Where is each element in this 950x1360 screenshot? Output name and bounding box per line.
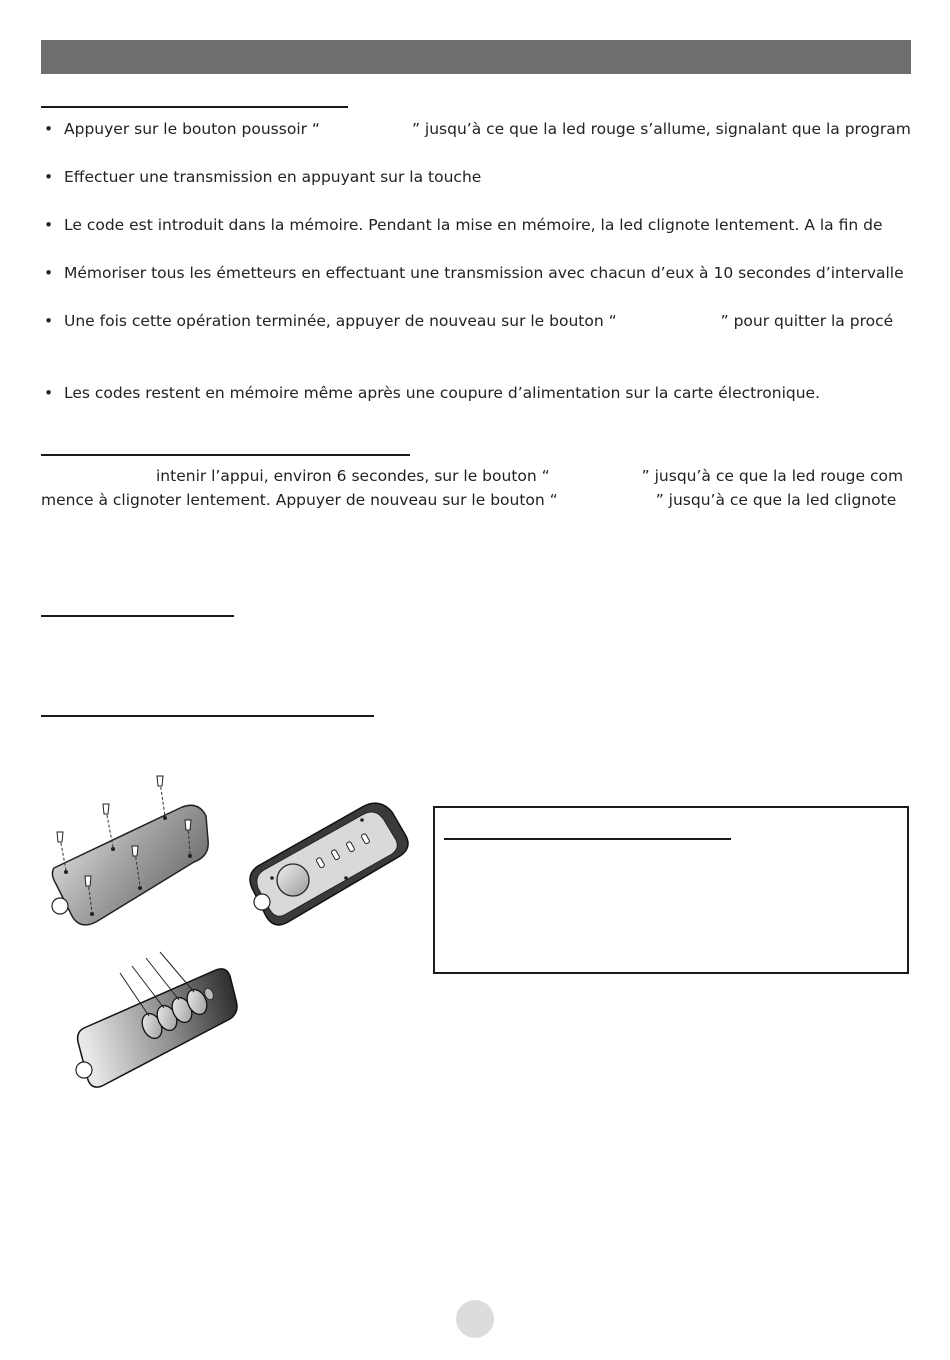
- list-item: • Appuyer sur le bouton poussoir “ ” jusqu’à ce que la led rouge s’allume, signalant que la program: [44, 120, 911, 138]
- remote-four-buttons-icon: [76, 952, 237, 1087]
- section-programming-heading-rule: [41, 106, 348, 108]
- page-number-circle: [456, 1300, 494, 1338]
- bullet-2-text: Effectuer une transmission en appuyant sur la touche: [64, 168, 482, 186]
- bullet-1-after: ” jusqu’à ce que la led rouge s’allume, signalant que la program: [411, 120, 911, 138]
- section-3-heading-rule: [41, 615, 234, 617]
- remote-back-plate-with-screws-icon: [52, 776, 208, 925]
- notice-box: [433, 806, 909, 974]
- bullet-5-after: ” pour quitter la procé: [720, 312, 894, 330]
- notice-box-heading-rule: [444, 838, 731, 840]
- list-item: • Mémoriser tous les émetteurs en effectuant une transmission avec chacun d’eux à 10 secondes d’intervalle: [44, 264, 904, 282]
- list-item: • Les codes restent en mémoire même après une coupure d’alimentation sur la carte électronique.: [44, 384, 821, 402]
- bullet-1-before: Appuyer sur le bouton poussoir “: [64, 120, 320, 138]
- remote-illustrations: [40, 770, 420, 1100]
- erase-paragraph-line-2: mence à clignoter lentement. Appuyer de nouveau sur le bouton “ ” jusqu’à ce que la led clignote: [41, 491, 897, 509]
- erase-paragraph-line-1: intenir l’appui, environ 6 secondes, sur le bouton “ ” jusqu’à ce que la led rouge com: [156, 467, 904, 485]
- section-erase-heading-rule: [41, 454, 410, 456]
- bullet-3-text: Le code est introduit dans la mémoire. Pendant la mise en mémoire, la led clignote lentement. A la fin de: [64, 216, 883, 234]
- list-item: • Le code est introduit dans la mémoire. Pendant la mise en mémoire, la led clignote lentement. A la fin de: [44, 216, 883, 234]
- header-bar: [41, 40, 911, 74]
- bullet-5-before: Une fois cette opération terminée, appuyer de nouveau sur le bouton “: [64, 312, 617, 330]
- list-item: • Effectuer une transmission en appuyant sur la touche: [44, 168, 482, 186]
- list-item: • Une fois cette opération terminée, appuyer de nouveau sur le bouton “ ” pour quitter la procé: [44, 312, 894, 330]
- bullet-6-text: Les codes restent en mémoire même après une coupure d’alimentation sur la carte électronique.: [64, 384, 821, 402]
- remote-open-board-icon: [250, 803, 408, 925]
- bullet-4-text: Mémoriser tous les émetteurs en effectuant une transmission avec chacun d’eux à 10 secondes d’intervalle: [64, 264, 904, 282]
- section-4-heading-rule: [41, 715, 374, 717]
